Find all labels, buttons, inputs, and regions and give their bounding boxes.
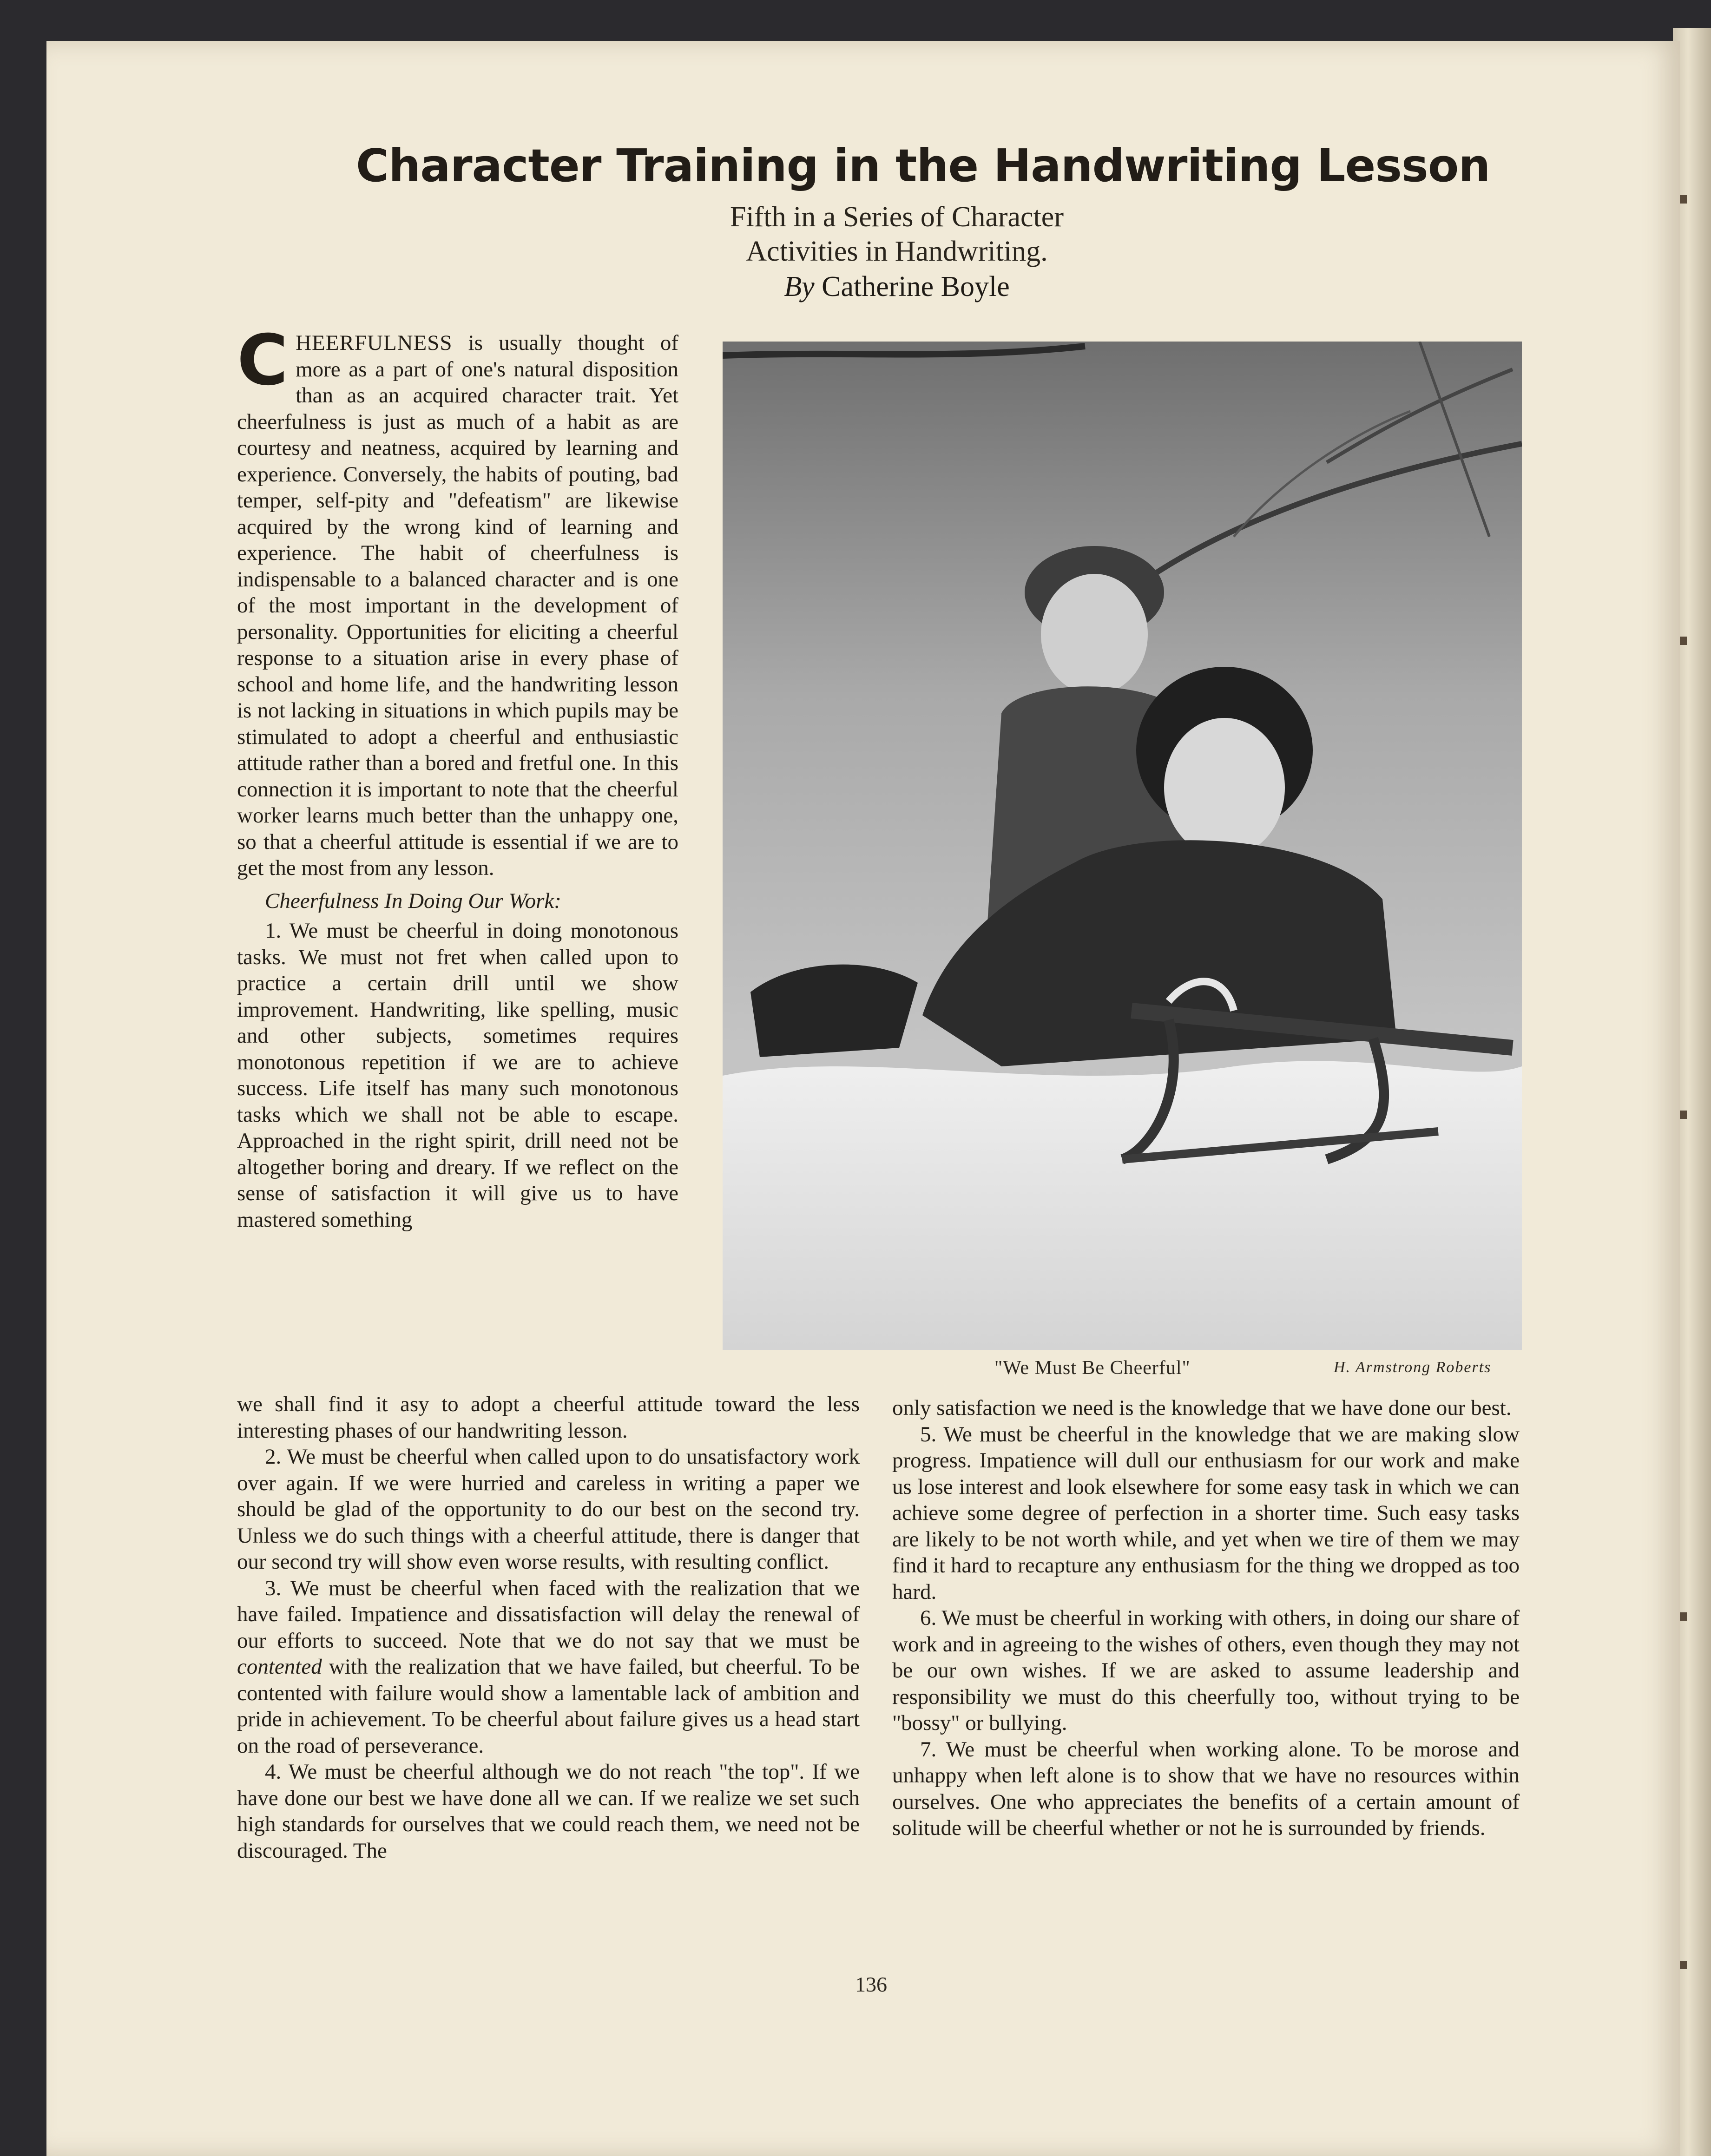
- article-subtitle: [665, 200, 1129, 269]
- point-7: 7. We must be cheerful when working alone. To be morose and unhappy when left alone is to show that we have no resources within ourselves. One who appreciates the benefits of a certain amount of solitude will be cheerful whether or not he is surrounded by friends.: [892, 1737, 1520, 1840]
- subtitle-line: Fifth in a Series of Character: [730, 201, 1064, 233]
- article-title: Character Training in the Handwriting Lesson: [356, 139, 1490, 192]
- point-2: 2. We must be cheerful when called upon to do unsatisfactory work over again. If we were hurried and careless in writing a paper we should be glad of the opportunity to do our best on the second try. Unless we do such things with a cheerful attitude, there is danger that our second try will show even worse results, with resulting conflict.: [237, 1445, 860, 1574]
- intro-text: is usually thought of more as a part of one's natural disposition than as an acquired character trait. Yet cheerfulness is just as much of a habit as are courtesy and neatness, acquired by learning and experience. Conversely, the habits of pouting, bad temper, self-pity and "defeatism" are likewise acquired by the wrong kind of learning and experience. The habit of cheerfulness is indispensable to a balanced character and is one of the most important in the development of personality. Opportunities for eliciting a cheerful response to a situation arise in every phase of school and home life, and the handwriting lesson is not lacking in situations in which pupils may be stimulated to adopt a cheerful and enthusiastic attitude rather than a bored and fretful one. In this connection it is important to note that the cheerful worker learns much better than the unhappy one, so that a cheerful attitude is essential if we are to get the most from any lesson.: [237, 331, 678, 880]
- photo-caption: "We Must Be Cheerful": [994, 1357, 1191, 1379]
- point-3: [237, 1575, 860, 1759]
- subtitle-line: Activities in Handwriting.: [746, 236, 1048, 267]
- drop-cap: C: [237, 320, 289, 401]
- point-1: 1. We must be cheerful in doing monotonous tasks. We must not fret when called upon to practice a certain drill until we show improvement. Handwriting, like spelling, music and other subjects, sometimes requires monotonous repetition if we are to achieve success. Life itself has many such monotonous tasks which we shall not be able to escape. Approached in the right spirit, drill need not be altogether boring and dreary. If we reflect on the sense of satisfaction it will give us to have mastered something: [237, 919, 678, 1232]
- point-5: 5. We must be cheerful in the knowledge that we are making slow progress. Impatience will dull our enthusiasm for our work and make us lose interest and look elsewhere for some easy task in which we can achieve some degree of perfection in a shorter time. Such easy tasks are likely to be not worth while, and yet when we tire of them we may find it hard to recapture any enthusiasm for the thing we dropped as too hard.: [892, 1422, 1520, 1604]
- photo-children-on-sled: [723, 342, 1522, 1350]
- left-column: [237, 320, 678, 1233]
- point-1-continued: we shall find it asy to adopt a cheerful attitude toward the less interesting phases of our handwriting lesson.: [237, 1392, 860, 1443]
- point-3-emphasis: contented: [237, 1655, 322, 1679]
- section-heading: Cheerfulness In Doing Our Work:: [265, 888, 561, 913]
- point-3-text-b: with the realization that we have failed, but cheerful. To be contented with failure would show a lamentable lack of ambition and pride in achievement. To be cheerful about failure gives us a head start on the road of perseverance.: [237, 1655, 860, 1758]
- byline-by: By: [784, 271, 815, 302]
- point-4-continued: only satisfaction we need is the knowledge that we have done our best.: [892, 1396, 1512, 1420]
- byline-author: Catherine Boyle: [822, 271, 1010, 302]
- point-4: 4. We must be cheerful although we do not reach "the top". If we have done our best we have done all we can. If we realize we set such high standards for ourselves that we could reach them, we need not be discouraged. The: [237, 1760, 860, 1863]
- intro-paragraph: [237, 320, 678, 881]
- intro-caps: HEERFULNESS: [296, 331, 453, 355]
- sled-photo-image: [723, 342, 1522, 1350]
- byline: [665, 270, 1129, 303]
- lower-left-column: [237, 1391, 860, 1864]
- point-3-text-a: 3. We must be cheerful when faced with the realization that we have failed. Impatience and dissatisfaction will delay the renewal of our efforts to succeed. Note that we do not say that we must be: [237, 1576, 860, 1653]
- right-column: [892, 1395, 1520, 1841]
- point-6: 6. We must be cheerful in working with others, in doing our share of work and in agreeing to the wishes of others, even though they may not be our own wishes. If we are asked to assume leadership and responsibility we must do this cheerfully too, without trying to be "bossy" or bullying.: [892, 1606, 1520, 1735]
- photo-credit: H. Armstrong Roberts: [1334, 1359, 1492, 1376]
- page-number: 136: [855, 1972, 887, 1996]
